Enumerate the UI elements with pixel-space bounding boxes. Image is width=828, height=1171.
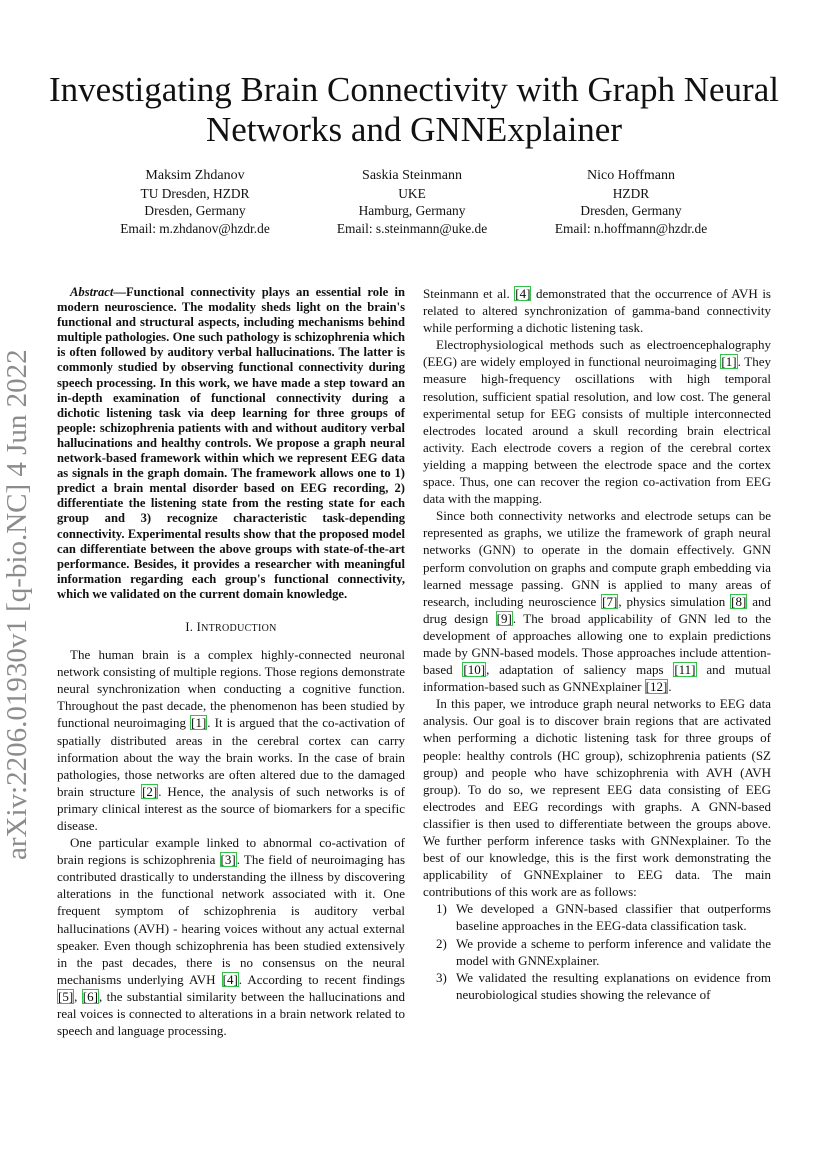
abstract-label: Abstract: [70, 285, 114, 299]
author-location: Dresden, Germany: [144, 203, 246, 218]
list-number: 2): [436, 935, 447, 951]
author-block: [80, 167, 310, 237]
text-run: , adaptation of saliency maps: [486, 662, 674, 678]
abstract-text: —Functional connectivity plays an essential role in modern neuroscience. The modality sheds light on the brain's functional and structural aspects, including mechanisms behind multiple pathologies. One such pathology is schizophrenia which is often followed by auditory verbal hallucinations. The latter is commonly studied by observing functional connectivity during speech processing. In this work, we have made a step toward an in-depth examination of functional connectivity during a dichotic listening task via deep learning for three groups of people: schizophrenia patients with and without auditory verbal hallucinations and healthy controls. We propose a graph neural network-based framework within which we represent EEG data as signals in the graph domain. The framework allows one to 1) predict a brain mental disorder based on EEG recording, 2) differentiate the listening state from the resting state for each group and 3) recognize characteristic task-depending connectivity. Experimental results show that the proposed model can differentiate between the above groups with state-of-the-art performance. Besides, it provides a researcher with meaningful information regarding each group's functional connectivity, which we validated on the current domain knowledge.: [57, 285, 405, 601]
abstract: [57, 285, 405, 602]
citation-link[interactable]: [4]: [515, 286, 531, 301]
author-name: Maksim Zhdanov: [145, 168, 245, 183]
author-block: [516, 167, 746, 237]
left-column: [57, 285, 405, 1039]
text-run: The human brain is a complex highly-connected neuronal network consisting of multiple regions. Those regions demonstrate neural synchronization when conducting a cognitive function. Throughout the past decade, the phenomenon has been studied by functional neuroimaging: [57, 647, 405, 731]
author-email: Email: s.steinmann@uke.de: [336, 220, 488, 236]
text-run: Since both connectivity networks and electrode setups can be represented as graphs, we utilize the framework of graph neural networks (GNN) to operate in the domain effectively. GNN perform convolution on graphs and compute graph embedding via learned message passing. GNN is applied to many areas of research, including neuroscience: [423, 508, 771, 609]
paragraph: In this paper, we introduce graph neural networks to EEG data analysis. Our goal is to discover brain regions that are activated when performing a dichotic listening task for three groups of people: healthy controls (HC group), schizophrenia patients (SZ group) and people who have schizophrenia with AVH (AVH group). To do so, we represent EEG data consisting of EEG electrodes and EEG recordings with graphs. A GNN-based classifier is then used to differentiate between the groups above. We further perform inference tasks with GNNexplainer. To the best of our knowledge, this is the first work demonstrating the applicability of GNNExplainer to EEG data. The main contributions of this work are as follows:: [423, 696, 771, 900]
citation-link[interactable]: [1]: [191, 715, 207, 731]
author-name: Nico Hoffmann: [587, 168, 675, 183]
author-email: Email: m.zhdanov@hzdr.de: [120, 220, 270, 236]
author-email: Email: n.hoffmann@hzdr.de: [554, 220, 708, 236]
citation-link[interactable]: [5]: [58, 988, 74, 1004]
author-name: Saskia Steinmann: [362, 168, 462, 183]
text-run: , the substantial similarity between the hallucinations and real voices is connected to alterations in a brain network related to speech and language processing.: [57, 988, 405, 1039]
author-affiliation: HZDR: [612, 185, 650, 201]
paragraph: [423, 285, 771, 336]
text-run: , physics simulation: [618, 593, 731, 609]
author-location: Hamburg, Germany: [358, 203, 466, 218]
list-item-text: We provide a scheme to perform inference and validate the model with GNNExplainer.: [456, 935, 771, 968]
author-block: [297, 167, 527, 237]
paragraph: [423, 507, 771, 695]
text-run: demonstrated that the occurrence of AVH is related to altered synchronization of gamma-band connectivity while performing a dichotic listening task.: [423, 286, 771, 336]
list-item: [423, 900, 771, 934]
text-run: Electrophysiological methods such as electroencephalography (EEG) are widely employed in functional neuroimaging: [423, 337, 771, 370]
citation-link[interactable]: [12]: [645, 679, 668, 695]
citation-link[interactable]: [6]: [82, 988, 98, 1004]
citation-link[interactable]: [9]: [496, 610, 512, 626]
citation-link[interactable]: [3]: [220, 852, 236, 868]
right-column: [423, 285, 771, 1003]
text-run: . They measure high-frequency oscillations with high temporal resolution, sufficient spatial resolution, and low cost. The general experimental setup for EEG consists of multiple interconnected electrodes located around a skull recording brain electrical activity. Each electrode covers a region of the cerebral cortex yielding a mapping between the electrode space and the cortex space. Thus, one can recover the region co-activation from EEG data with the mapping.: [423, 354, 771, 507]
list-number: 3): [436, 969, 447, 985]
arxiv-identifier: arXiv:2206.01930v1 [q-bio.NC] 4 Jun 2022: [1, 349, 33, 860]
paragraph: [57, 834, 405, 1039]
citation-link[interactable]: [8]: [731, 593, 747, 609]
citation-link[interactable]: [4]: [222, 971, 238, 987]
text-run: Steinmann et al.: [423, 286, 515, 301]
list-item-text: We validated the resulting explanations on evidence from neurobiological studies showing the relevance of: [456, 969, 771, 1002]
contributions-list: [423, 900, 771, 1003]
text-run: . The broad applicability of GNN led to the development of approaches allowing one to explain predictions made by GNN-based models. Those approaches include attention-based: [423, 610, 771, 678]
text-run: One particular example linked to abnormal co-activation of brain regions is schizophrenia: [57, 835, 405, 868]
list-item-text: We developed a GNN-based classifier that outperforms baseline approaches in the EEG-data classification task.: [456, 901, 771, 934]
list-number: 1): [436, 901, 447, 917]
author-affiliation: UKE: [398, 185, 426, 201]
citation-link[interactable]: [11]: [674, 662, 696, 678]
citation-link[interactable]: [1]: [721, 354, 737, 370]
text-run: . According to recent findings: [238, 971, 405, 987]
text-run: . It is argued that the co-activation of spatially distributed areas in the cerebral cortex can carry information about the way the brain works. In the case of brain pathologies, those networks are often altered due to the damaged brain structure: [57, 715, 405, 799]
text-run: and drug design: [423, 593, 771, 626]
author-location: Dresden, Germany: [580, 203, 682, 218]
paper-title: Investigating Brain Connectivity with Graph Neural Networks and GNNExplainer: [49, 70, 779, 149]
list-item: [423, 935, 771, 969]
paragraph: [57, 646, 405, 834]
citation-link[interactable]: [2]: [142, 783, 158, 799]
text-run: . Hence, the analysis of such networks is of primary clinical interest as the source of biomarkers for a specific disease.: [57, 783, 405, 833]
list-item: [423, 969, 771, 1003]
text-run: ,: [74, 988, 82, 1004]
section-heading: I. INTRODUCTION: [185, 619, 277, 634]
author-affiliation: TU Dresden, HZDR: [140, 185, 250, 201]
paragraph: [423, 336, 771, 507]
text-run: . The field of neuroimaging has contributed drastically to understanding the illness by discovering alterations in the functional network associated with it. One frequent symptom of schizophrenia is auditory verbal hallucinations (AVH) - hearing voices without any actual external speaker. Even though schizophrenia has been studied extensively in the past decades, there is no consensus on the neural mechanisms underlying AVH: [57, 852, 405, 987]
text-run: and mutual information-based such as GNNExplainer: [423, 662, 771, 695]
citation-link[interactable]: [7]: [602, 593, 618, 609]
citation-link[interactable]: [10]: [463, 662, 486, 678]
text-run: .: [668, 679, 672, 695]
